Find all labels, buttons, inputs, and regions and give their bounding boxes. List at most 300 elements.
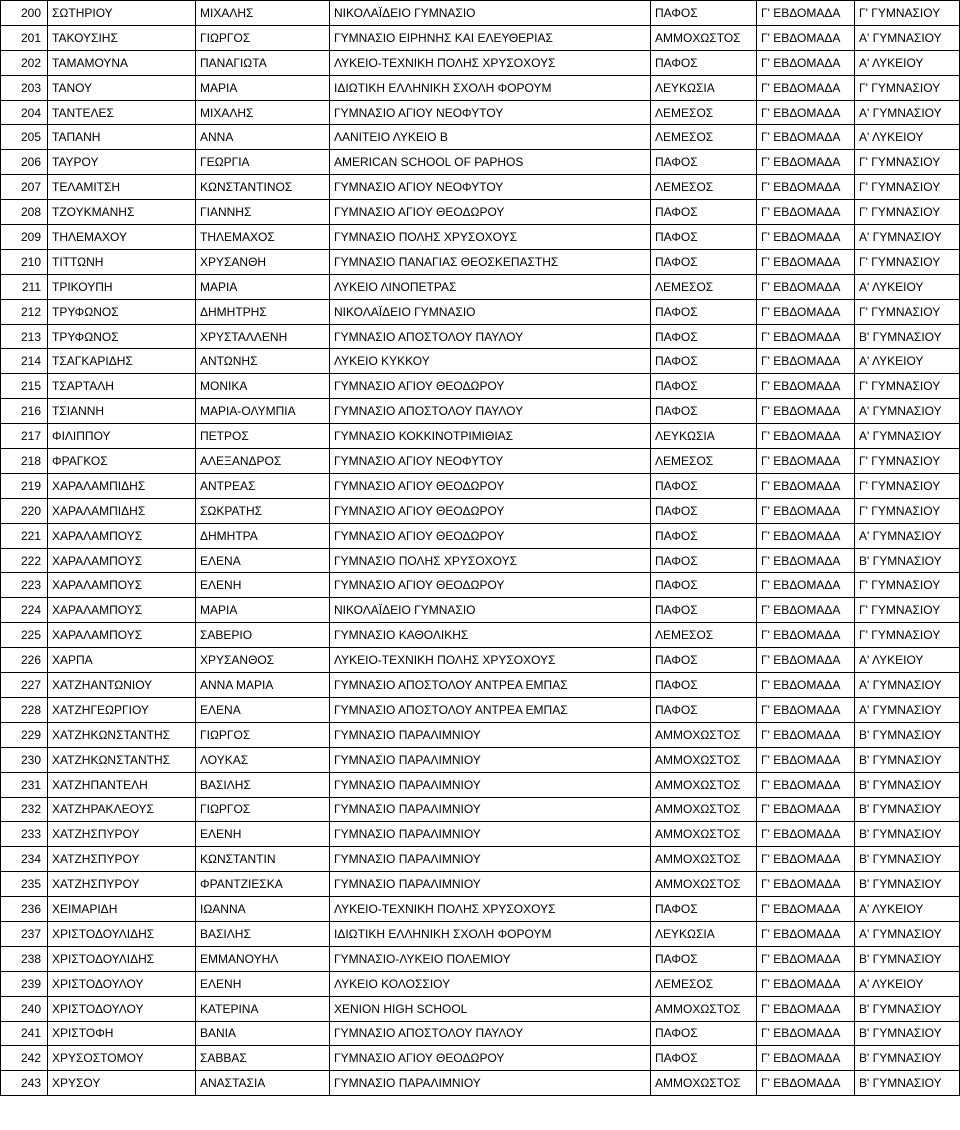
class-cell: Β' ΓΥΜΝΑΣΙΟΥ <box>855 324 960 349</box>
school-cell: ΓΥΜΝΑΣΙΟ ΑΓΙΟΥ ΝΕΟΦΥΤΟΥ <box>330 100 651 125</box>
district-cell: ΠΑΦΟΣ <box>651 1 757 26</box>
surname-cell: ΧΑΡΑΛΑΜΠΟΥΣ <box>48 623 196 648</box>
class-cell: Α' ΓΥΜΝΑΣΙΟΥ <box>855 921 960 946</box>
first-name-cell: ΕΛΕΝΑ <box>196 697 330 722</box>
first-name-cell: ΜΑΡΙΑ <box>196 598 330 623</box>
surname-cell: ΧΡΙΣΤΟΦΗ <box>48 1021 196 1046</box>
first-name-cell: ΜΑΡΙΑ-ΟΛΥΜΠΙΑ <box>196 399 330 424</box>
row-number-cell: 212 <box>1 299 48 324</box>
school-cell: ΓΥΜΝΑΣΙΟ ΑΓΙΟΥ ΘΕΟΔΩΡΟΥ <box>330 573 651 598</box>
table-row <box>1 897 960 922</box>
week-cell: Γ' ΕΒΔΟΜΑΔΑ <box>757 473 855 498</box>
table-row <box>1 299 960 324</box>
row-number-cell: 231 <box>1 772 48 797</box>
surname-cell: ΧΡΥΣΟΣΤΟΜΟΥ <box>48 1046 196 1071</box>
school-cell: ΓΥΜΝΑΣΙΟ ΑΓΙΟΥ ΝΕΟΦΥΤΟΥ <box>330 449 651 474</box>
row-number-cell: 219 <box>1 473 48 498</box>
school-cell: ΓΥΜΝΑΣΙΟ ΠΑΝΑΓΙΑΣ ΘΕΟΣΚΕΠΑΣΤΗΣ <box>330 249 651 274</box>
class-cell: Α' ΛΥΚΕΙΟΥ <box>855 125 960 150</box>
row-number-cell: 217 <box>1 424 48 449</box>
row-number-cell: 224 <box>1 598 48 623</box>
first-name-cell: ΣΩΚΡΑΤΗΣ <box>196 498 330 523</box>
school-cell: ΓΥΜΝΑΣΙΟ ΑΓΙΟΥ ΘΕΟΔΩΡΟΥ <box>330 374 651 399</box>
first-name-cell: ΕΛΕΝΗ <box>196 971 330 996</box>
first-name-cell: ΕΛΕΝΗ <box>196 822 330 847</box>
district-cell: ΛΕΥΚΩΣΙΑ <box>651 75 757 100</box>
week-cell: Γ' ΕΒΔΟΜΑΔΑ <box>757 249 855 274</box>
table-row <box>1 200 960 225</box>
week-cell: Γ' ΕΒΔΟΜΑΔΑ <box>757 648 855 673</box>
week-cell: Γ' ΕΒΔΟΜΑΔΑ <box>757 872 855 897</box>
row-number-cell: 222 <box>1 548 48 573</box>
first-name-cell: ΑΝΤΡΕΑΣ <box>196 473 330 498</box>
week-cell: Γ' ΕΒΔΟΜΑΔΑ <box>757 25 855 50</box>
class-cell: Β' ΓΥΜΝΑΣΙΟΥ <box>855 847 960 872</box>
class-cell: Γ' ΓΥΜΝΑΣΙΟΥ <box>855 449 960 474</box>
district-cell: ΠΑΦΟΣ <box>651 648 757 673</box>
week-cell: Γ' ΕΒΔΟΜΑΔΑ <box>757 697 855 722</box>
table-row <box>1 648 960 673</box>
first-name-cell: ΒΑΣΙΛΗΣ <box>196 772 330 797</box>
row-number-cell: 200 <box>1 1 48 26</box>
district-cell: ΠΑΦΟΣ <box>651 897 757 922</box>
table-row <box>1 25 960 50</box>
surname-cell: ΤΕΛΑΜΙΤΣΗ <box>48 175 196 200</box>
surname-cell: ΤΗΛΕΜΑΧΟΥ <box>48 225 196 250</box>
week-cell: Γ' ΕΒΔΟΜΑΔΑ <box>757 822 855 847</box>
row-number-cell: 237 <box>1 921 48 946</box>
class-cell: Γ' ΓΥΜΝΑΣΙΟΥ <box>855 175 960 200</box>
first-name-cell: ΠΕΤΡΟΣ <box>196 424 330 449</box>
district-cell: ΠΑΦΟΣ <box>651 150 757 175</box>
school-cell: ΝΙΚΟΛΑΪΔΕΙΟ ΓΥΜΝΑΣΙΟ <box>330 1 651 26</box>
row-number-cell: 225 <box>1 623 48 648</box>
school-cell: ΓΥΜΝΑΣΙΟ ΑΠΟΣΤΟΛΟΥ ΠΑΥΛΟΥ <box>330 1021 651 1046</box>
class-cell: Α' ΛΥΚΕΙΟΥ <box>855 50 960 75</box>
school-cell: ΓΥΜΝΑΣΙΟ ΠΟΛΗΣ ΧΡΥΣΟΧΟΥΣ <box>330 548 651 573</box>
surname-cell: ΧΑΡΠΑ <box>48 648 196 673</box>
week-cell: Γ' ΕΒΔΟΜΑΔΑ <box>757 598 855 623</box>
surname-cell: ΤΑΠΑΝΗ <box>48 125 196 150</box>
first-name-cell: ΓΙΩΡΓΟΣ <box>196 722 330 747</box>
surname-cell: ΧΑΤΖΗΚΩΝΣΤΑΝΤΗΣ <box>48 747 196 772</box>
district-cell: ΠΑΦΟΣ <box>651 299 757 324</box>
district-cell: ΠΑΦΟΣ <box>651 249 757 274</box>
week-cell: Γ' ΕΒΔΟΜΑΔΑ <box>757 50 855 75</box>
first-name-cell: ΕΛΕΝΗ <box>196 573 330 598</box>
table-row <box>1 175 960 200</box>
row-number-cell: 201 <box>1 25 48 50</box>
table-row <box>1 623 960 648</box>
district-cell: ΑΜΜΟΧΩΣΤΟΣ <box>651 822 757 847</box>
row-number-cell: 230 <box>1 747 48 772</box>
class-cell: Β' ΓΥΜΝΑΣΙΟΥ <box>855 1046 960 1071</box>
table-row <box>1 548 960 573</box>
district-cell: ΑΜΜΟΧΩΣΤΟΣ <box>651 797 757 822</box>
district-cell: ΠΑΦΟΣ <box>651 50 757 75</box>
surname-cell: ΤΣΙΑΝΝΗ <box>48 399 196 424</box>
table-row <box>1 921 960 946</box>
class-cell: Β' ΓΥΜΝΑΣΙΟΥ <box>855 1021 960 1046</box>
row-number-cell: 239 <box>1 971 48 996</box>
row-number-cell: 233 <box>1 822 48 847</box>
table-row <box>1 772 960 797</box>
district-cell: ΛΕΜΕΣΟΣ <box>651 449 757 474</box>
school-cell: ΓΥΜΝΑΣΙΟ ΕΙΡΗΝΗΣ ΚΑΙ ΕΛΕΥΘΕΡΙΑΣ <box>330 25 651 50</box>
district-cell: ΑΜΜΟΧΩΣΤΟΣ <box>651 872 757 897</box>
row-number-cell: 241 <box>1 1021 48 1046</box>
surname-cell: ΤΙΤΤΩΝΗ <box>48 249 196 274</box>
district-cell: ΠΑΦΟΣ <box>651 523 757 548</box>
surname-cell: ΧΑΡΑΛΑΜΠΟΥΣ <box>48 548 196 573</box>
first-name-cell: ΛΟΥΚΑΣ <box>196 747 330 772</box>
week-cell: Γ' ΕΒΔΟΜΑΔΑ <box>757 897 855 922</box>
school-cell: ΛΥΚΕΙΟ ΚΟΛΟΣΣΙΟΥ <box>330 971 651 996</box>
district-cell: ΠΑΦΟΣ <box>651 548 757 573</box>
row-number-cell: 223 <box>1 573 48 598</box>
first-name-cell: ΕΛΕΝΑ <box>196 548 330 573</box>
table-row <box>1 996 960 1021</box>
first-name-cell: ΒΑΣΙΛΗΣ <box>196 921 330 946</box>
school-cell: XENION HIGH SCHOOL <box>330 996 651 1021</box>
first-name-cell: ΜΑΡΙΑ <box>196 75 330 100</box>
surname-cell: ΧΡΙΣΤΟΔΟΥΛΟΥ <box>48 971 196 996</box>
row-number-cell: 214 <box>1 349 48 374</box>
district-cell: ΠΑΦΟΣ <box>651 399 757 424</box>
district-cell: ΠΑΦΟΣ <box>651 324 757 349</box>
school-cell: ΓΥΜΝΑΣΙΟ ΑΓΙΟΥ ΘΕΟΔΩΡΟΥ <box>330 473 651 498</box>
first-name-cell: ΜΙΧΑΛΗΣ <box>196 1 330 26</box>
first-name-cell: ΑΛΕΞΑΝΔΡΟΣ <box>196 449 330 474</box>
first-name-cell: ΤΗΛΕΜΑΧΟΣ <box>196 225 330 250</box>
row-number-cell: 218 <box>1 449 48 474</box>
week-cell: Γ' ΕΒΔΟΜΑΔΑ <box>757 971 855 996</box>
class-cell: Α' ΓΥΜΝΑΣΙΟΥ <box>855 424 960 449</box>
week-cell: Γ' ΕΒΔΟΜΑΔΑ <box>757 424 855 449</box>
surname-cell: ΤΣΑΡΤΑΛΗ <box>48 374 196 399</box>
school-cell: ΛΑΝΙΤΕΙΟ ΛΥΚΕΙΟ Β <box>330 125 651 150</box>
week-cell: Γ' ΕΒΔΟΜΑΔΑ <box>757 797 855 822</box>
district-cell: ΠΑΦΟΣ <box>651 946 757 971</box>
surname-cell: ΤΣΑΓΚΑΡΙΔΗΣ <box>48 349 196 374</box>
surname-cell: ΧΑΤΖΗΓΕΩΡΓΙΟΥ <box>48 697 196 722</box>
row-number-cell: 213 <box>1 324 48 349</box>
district-cell: ΠΑΦΟΣ <box>651 1021 757 1046</box>
week-cell: Γ' ΕΒΔΟΜΑΔΑ <box>757 722 855 747</box>
district-cell: ΠΑΦΟΣ <box>651 498 757 523</box>
week-cell: Γ' ΕΒΔΟΜΑΔΑ <box>757 125 855 150</box>
district-cell: ΛΕΜΕΣΟΣ <box>651 125 757 150</box>
class-cell: Α' ΓΥΜΝΑΣΙΟΥ <box>855 673 960 698</box>
first-name-cell: ΙΩΑΝΝΑ <box>196 897 330 922</box>
week-cell: Γ' ΕΒΔΟΜΑΔΑ <box>757 75 855 100</box>
class-cell: Γ' ΓΥΜΝΑΣΙΟΥ <box>855 75 960 100</box>
table-row <box>1 449 960 474</box>
table-row <box>1 374 960 399</box>
class-cell: Α' ΛΥΚΕΙΟΥ <box>855 897 960 922</box>
district-cell: ΑΜΜΟΧΩΣΤΟΣ <box>651 747 757 772</box>
row-number-cell: 243 <box>1 1071 48 1096</box>
first-name-cell: ΜΙΧΑΛΗΣ <box>196 100 330 125</box>
school-cell: ΙΔΙΩΤΙΚΗ ΕΛΛΗΝΙΚΗ ΣΧΟΛΗ ΦΟΡΟΥΜ <box>330 921 651 946</box>
district-cell: ΠΑΦΟΣ <box>651 1046 757 1071</box>
school-cell: ΓΥΜΝΑΣΙΟ ΚΟΚΚΙΝΟΤΡΙΜΙΘΙΑΣ <box>330 424 651 449</box>
district-cell: ΠΑΦΟΣ <box>651 349 757 374</box>
table-row <box>1 473 960 498</box>
table-row <box>1 697 960 722</box>
week-cell: Γ' ΕΒΔΟΜΑΔΑ <box>757 673 855 698</box>
table-row <box>1 75 960 100</box>
district-cell: ΠΑΦΟΣ <box>651 598 757 623</box>
school-cell: ΓΥΜΝΑΣΙΟ ΠΑΡΑΛΙΜΝΙΟΥ <box>330 822 651 847</box>
table-row <box>1 424 960 449</box>
row-number-cell: 204 <box>1 100 48 125</box>
class-cell: Γ' ΓΥΜΝΑΣΙΟΥ <box>855 200 960 225</box>
table-row <box>1 747 960 772</box>
class-cell: Γ' ΓΥΜΝΑΣΙΟΥ <box>855 374 960 399</box>
table-row <box>1 1021 960 1046</box>
school-cell: ΓΥΜΝΑΣΙΟ ΠΑΡΑΛΙΜΝΙΟΥ <box>330 772 651 797</box>
district-cell: ΛΕΜΕΣΟΣ <box>651 175 757 200</box>
table-row <box>1 847 960 872</box>
week-cell: Γ' ΕΒΔΟΜΑΔΑ <box>757 921 855 946</box>
first-name-cell: ΑΝΤΩΝΗΣ <box>196 349 330 374</box>
week-cell: Γ' ΕΒΔΟΜΑΔΑ <box>757 498 855 523</box>
school-cell: ΓΥΜΝΑΣΙΟ ΑΓΙΟΥ ΘΕΟΔΩΡΟΥ <box>330 200 651 225</box>
row-number-cell: 216 <box>1 399 48 424</box>
first-name-cell: ΠΑΝΑΓΙΩΤΑ <box>196 50 330 75</box>
class-cell: Α' ΛΥΚΕΙΟΥ <box>855 648 960 673</box>
district-cell: ΛΕΥΚΩΣΙΑ <box>651 921 757 946</box>
first-name-cell: ΓΙΩΡΓΟΣ <box>196 797 330 822</box>
class-cell: Β' ΓΥΜΝΑΣΙΟΥ <box>855 548 960 573</box>
row-number-cell: 226 <box>1 648 48 673</box>
school-cell: ΓΥΜΝΑΣΙΟ ΠΑΡΑΛΙΜΝΙΟΥ <box>330 872 651 897</box>
week-cell: Γ' ΕΒΔΟΜΑΔΑ <box>757 449 855 474</box>
table-row <box>1 498 960 523</box>
week-cell: Γ' ΕΒΔΟΜΑΔΑ <box>757 349 855 374</box>
row-number-cell: 208 <box>1 200 48 225</box>
row-number-cell: 207 <box>1 175 48 200</box>
surname-cell: ΤΑΜΑΜΟΥΝΑ <box>48 50 196 75</box>
table-row <box>1 598 960 623</box>
district-cell: ΠΑΦΟΣ <box>651 473 757 498</box>
row-number-cell: 211 <box>1 274 48 299</box>
class-cell: Α' ΛΥΚΕΙΟΥ <box>855 274 960 299</box>
surname-cell: ΤΡΙΚΟΥΠΗ <box>48 274 196 299</box>
row-number-cell: 203 <box>1 75 48 100</box>
class-cell: Α' ΓΥΜΝΑΣΙΟΥ <box>855 100 960 125</box>
district-cell: ΑΜΜΟΧΩΣΤΟΣ <box>651 996 757 1021</box>
surname-cell: ΤΑΥΡΟΥ <box>48 150 196 175</box>
first-name-cell: ΣΑΒΕΡΙΟ <box>196 623 330 648</box>
row-number-cell: 215 <box>1 374 48 399</box>
table-row <box>1 822 960 847</box>
surname-cell: ΦΡΑΓΚΟΣ <box>48 449 196 474</box>
week-cell: Γ' ΕΒΔΟΜΑΔΑ <box>757 274 855 299</box>
week-cell: Γ' ΕΒΔΟΜΑΔΑ <box>757 299 855 324</box>
table-row <box>1 150 960 175</box>
school-cell: ΛΥΚΕΙΟ-ΤΕΧΝΙΚΗ ΠΟΛΗΣ ΧΡΥΣΟΧΟΥΣ <box>330 897 651 922</box>
district-cell: ΑΜΜΟΧΩΣΤΟΣ <box>651 722 757 747</box>
class-cell: Γ' ΓΥΜΝΑΣΙΟΥ <box>855 299 960 324</box>
class-cell: Β' ΓΥΜΝΑΣΙΟΥ <box>855 872 960 897</box>
surname-cell: ΤΑΚΟΥΣΙΗΣ <box>48 25 196 50</box>
week-cell: Γ' ΕΒΔΟΜΑΔΑ <box>757 324 855 349</box>
surname-cell: ΧΡΙΣΤΟΔΟΥΛΙΔΗΣ <box>48 921 196 946</box>
district-cell: ΛΕΜΕΣΟΣ <box>651 100 757 125</box>
table-body <box>1 1 960 1096</box>
table-row <box>1 249 960 274</box>
table-row <box>1 573 960 598</box>
row-number-cell: 236 <box>1 897 48 922</box>
row-number-cell: 220 <box>1 498 48 523</box>
surname-cell: ΧΑΤΖΗΣΠΥΡΟΥ <box>48 872 196 897</box>
first-name-cell: ΜΑΡΙΑ <box>196 274 330 299</box>
week-cell: Γ' ΕΒΔΟΜΑΔΑ <box>757 100 855 125</box>
week-cell: Γ' ΕΒΔΟΜΑΔΑ <box>757 399 855 424</box>
school-cell: ΓΥΜΝΑΣΙΟ ΑΓΙΟΥ ΘΕΟΔΩΡΟΥ <box>330 523 651 548</box>
surname-cell: ΤΑΝΟΥ <box>48 75 196 100</box>
surname-cell: ΦΙΛΙΠΠΟΥ <box>48 424 196 449</box>
week-cell: Γ' ΕΒΔΟΜΑΔΑ <box>757 150 855 175</box>
district-cell: ΛΕΜΕΣΟΣ <box>651 623 757 648</box>
row-number-cell: 210 <box>1 249 48 274</box>
class-cell: Γ' ΓΥΜΝΑΣΙΟΥ <box>855 598 960 623</box>
district-cell: ΠΑΦΟΣ <box>651 200 757 225</box>
class-cell: Γ' ΓΥΜΝΑΣΙΟΥ <box>855 150 960 175</box>
class-cell: Β' ΓΥΜΝΑΣΙΟΥ <box>855 797 960 822</box>
first-name-cell: ΚΩΝΣΤΑΝΤΙΝΟΣ <box>196 175 330 200</box>
district-cell: ΠΑΦΟΣ <box>651 697 757 722</box>
school-cell: ΓΥΜΝΑΣΙΟ ΑΓΙΟΥ ΘΕΟΔΩΡΟΥ <box>330 1046 651 1071</box>
surname-cell: ΧΑΡΑΛΑΜΠΟΥΣ <box>48 573 196 598</box>
first-name-cell: ΑΝΝΑ <box>196 125 330 150</box>
table-row <box>1 225 960 250</box>
district-cell: ΠΑΦΟΣ <box>651 374 757 399</box>
district-cell: ΑΜΜΟΧΩΣΤΟΣ <box>651 847 757 872</box>
surname-cell: ΧΑΡΑΛΑΜΠΟΥΣ <box>48 598 196 623</box>
table-row <box>1 50 960 75</box>
surname-cell: ΤΑΝΤΕΛΕΣ <box>48 100 196 125</box>
table-row <box>1 673 960 698</box>
surname-cell: ΧΡΙΣΤΟΔΟΥΛΙΔΗΣ <box>48 946 196 971</box>
surname-cell: ΧΑΤΖΗΠΑΝΤΕΛΗ <box>48 772 196 797</box>
class-cell: Α' ΓΥΜΝΑΣΙΟΥ <box>855 399 960 424</box>
school-cell: ΙΔΙΩΤΙΚΗ ΕΛΛΗΝΙΚΗ ΣΧΟΛΗ ΦΟΡΟΥΜ <box>330 75 651 100</box>
week-cell: Γ' ΕΒΔΟΜΑΔΑ <box>757 747 855 772</box>
table-row <box>1 125 960 150</box>
row-number-cell: 235 <box>1 872 48 897</box>
table-row <box>1 100 960 125</box>
class-cell: Α' ΛΥΚΕΙΟΥ <box>855 971 960 996</box>
table-row <box>1 523 960 548</box>
surname-cell: ΧΡΥΣΟΥ <box>48 1071 196 1096</box>
class-cell: Γ' ΓΥΜΝΑΣΙΟΥ <box>855 498 960 523</box>
first-name-cell: ΦΡΑΝΤΖΙΕΣΚΑ <box>196 872 330 897</box>
row-number-cell: 205 <box>1 125 48 150</box>
school-cell: ΓΥΜΝΑΣΙΟ ΑΠΟΣΤΟΛΟΥ ΑΝΤΡΕΑ ΕΜΠΑΣ <box>330 697 651 722</box>
class-cell: Α' ΓΥΜΝΑΣΙΟΥ <box>855 225 960 250</box>
school-cell: ΓΥΜΝΑΣΙΟ ΠΑΡΑΛΙΜΝΙΟΥ <box>330 747 651 772</box>
class-cell: Γ' ΓΥΜΝΑΣΙΟΥ <box>855 573 960 598</box>
week-cell: Γ' ΕΒΔΟΜΑΔΑ <box>757 523 855 548</box>
week-cell: Γ' ΕΒΔΟΜΑΔΑ <box>757 1071 855 1096</box>
district-cell: ΑΜΜΟΧΩΣΤΟΣ <box>651 25 757 50</box>
table-row <box>1 722 960 747</box>
week-cell: Γ' ΕΒΔΟΜΑΔΑ <box>757 175 855 200</box>
school-cell: ΓΥΜΝΑΣΙΟ ΚΑΘΟΛΙΚΗΣ <box>330 623 651 648</box>
row-number-cell: 206 <box>1 150 48 175</box>
class-cell: Β' ΓΥΜΝΑΣΙΟΥ <box>855 772 960 797</box>
week-cell: Γ' ΕΒΔΟΜΑΔΑ <box>757 996 855 1021</box>
district-cell: ΠΑΦΟΣ <box>651 673 757 698</box>
first-name-cell: ΧΡΥΣΤΑΛΛΕΝΗ <box>196 324 330 349</box>
table-row <box>1 399 960 424</box>
school-cell: ΓΥΜΝΑΣΙΟ ΑΠΟΣΤΟΛΟΥ ΠΑΥΛΟΥ <box>330 399 651 424</box>
surname-cell: ΤΡΥΦΩΝΟΣ <box>48 324 196 349</box>
district-cell: ΠΑΦΟΣ <box>651 225 757 250</box>
first-name-cell: ΔΗΜΗΤΡΗΣ <box>196 299 330 324</box>
class-cell: Β' ΓΥΜΝΑΣΙΟΥ <box>855 747 960 772</box>
table-row <box>1 797 960 822</box>
week-cell: Γ' ΕΒΔΟΜΑΔΑ <box>757 772 855 797</box>
district-cell: ΛΕΜΕΣΟΣ <box>651 971 757 996</box>
school-cell: ΛΥΚΕΙΟ ΛΙΝΟΠΕΤΡΑΣ <box>330 274 651 299</box>
school-cell: ΓΥΜΝΑΣΙΟ ΠΑΡΑΛΙΜΝΙΟΥ <box>330 797 651 822</box>
surname-cell: ΤΖΟΥΚΜΑΝΗΣ <box>48 200 196 225</box>
school-cell: ΓΥΜΝΑΣΙΟ ΠΑΡΑΛΙΜΝΙΟΥ <box>330 1071 651 1096</box>
first-name-cell: ΑΝΑΣΤΑΣΙΑ <box>196 1071 330 1096</box>
table-row <box>1 1071 960 1096</box>
week-cell: Γ' ΕΒΔΟΜΑΔΑ <box>757 374 855 399</box>
week-cell: Γ' ΕΒΔΟΜΑΔΑ <box>757 946 855 971</box>
class-cell: Α' ΓΥΜΝΑΣΙΟΥ <box>855 697 960 722</box>
week-cell: Γ' ΕΒΔΟΜΑΔΑ <box>757 623 855 648</box>
surname-cell: ΧΑΡΑΛΑΜΠΙΔΗΣ <box>48 498 196 523</box>
class-cell: Γ' ΓΥΜΝΑΣΙΟΥ <box>855 249 960 274</box>
table-row <box>1 971 960 996</box>
first-name-cell: ΧΡΥΣΑΝΘΟΣ <box>196 648 330 673</box>
school-cell: ΛΥΚΕΙΟ-ΤΕΧΝΙΚΗ ΠΟΛΗΣ ΧΡΥΣΟΧΟΥΣ <box>330 648 651 673</box>
table-row <box>1 349 960 374</box>
school-cell: ΓΥΜΝΑΣΙΟ ΠΑΡΑΛΙΜΝΙΟΥ <box>330 847 651 872</box>
surname-cell: ΧΑΤΖΗΚΩΝΣΤΑΝΤΗΣ <box>48 722 196 747</box>
row-number-cell: 227 <box>1 673 48 698</box>
class-cell: Β' ΓΥΜΝΑΣΙΟΥ <box>855 996 960 1021</box>
surname-cell: ΧΑΤΖΗΑΝΤΩΝΙΟΥ <box>48 673 196 698</box>
table-row <box>1 872 960 897</box>
first-name-cell: ΚΩΝΣΤΑΝΤΙΝ <box>196 847 330 872</box>
district-cell: ΛΕΜΕΣΟΣ <box>651 274 757 299</box>
first-name-cell: ΚΑΤΕΡΙΝΑ <box>196 996 330 1021</box>
table-row <box>1 1 960 26</box>
class-cell: Β' ΓΥΜΝΑΣΙΟΥ <box>855 946 960 971</box>
table-row <box>1 274 960 299</box>
school-cell: ΓΥΜΝΑΣΙΟ ΠΟΛΗΣ ΧΡΥΣΟΧΟΥΣ <box>330 225 651 250</box>
class-cell: Β' ΓΥΜΝΑΣΙΟΥ <box>855 822 960 847</box>
row-number-cell: 229 <box>1 722 48 747</box>
school-cell: ΝΙΚΟΛΑΪΔΕΙΟ ΓΥΜΝΑΣΙΟ <box>330 299 651 324</box>
district-cell: ΛΕΥΚΩΣΙΑ <box>651 424 757 449</box>
school-cell: ΓΥΜΝΑΣΙΟ ΑΓΙΟΥ ΘΕΟΔΩΡΟΥ <box>330 498 651 523</box>
week-cell: Γ' ΕΒΔΟΜΑΔΑ <box>757 1 855 26</box>
surname-cell: ΧΕΙΜΑΡΙΔΗ <box>48 897 196 922</box>
class-cell: Β' ΓΥΜΝΑΣΙΟΥ <box>855 1071 960 1096</box>
first-name-cell: ΜΟΝΙΚΑ <box>196 374 330 399</box>
first-name-cell: ΕΜΜΑΝΟΥΗΛ <box>196 946 330 971</box>
week-cell: Γ' ΕΒΔΟΜΑΔΑ <box>757 225 855 250</box>
